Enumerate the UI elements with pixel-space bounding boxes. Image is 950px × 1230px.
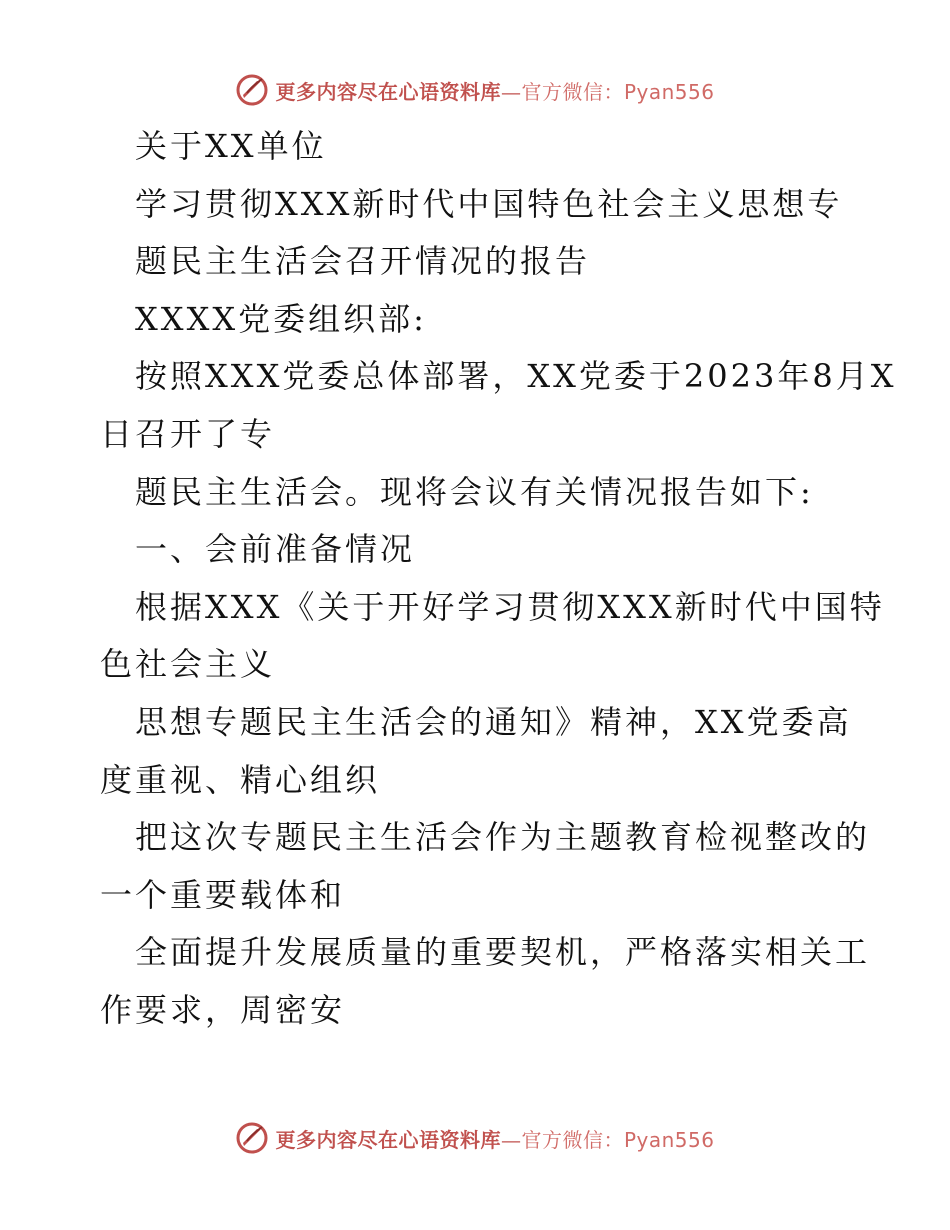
- document-line: 题民主生活会。现将会议有关情况报告如下:: [135, 472, 814, 511]
- document-line: 题民主生活会召开情况的报告: [135, 242, 591, 281]
- document-line: 一、会前准备情况: [135, 530, 416, 569]
- watermark-dash: —: [500, 1127, 522, 1152]
- watermark-brand: 更多内容尽在心语资料库: [275, 79, 501, 104]
- watermark-dash: —: [500, 79, 522, 104]
- document-line: 把这次专题民主生活会作为主题教育检视整改的: [135, 818, 871, 857]
- document-line: 关于XX单位: [135, 127, 327, 165]
- document-line: 思想专题民主生活会的通知》精神，XX党委高: [135, 702, 852, 741]
- watermark-contact: 官方微信：Pyan556: [521, 1127, 715, 1152]
- document-line: 一个重要载体和: [100, 875, 346, 914]
- document-line: 作要求，周密安: [100, 990, 346, 1029]
- document-line: XXXX党委组织部:: [135, 299, 427, 338]
- document-line: 学习贯彻XXX新时代中国特色社会主义思想专: [135, 184, 843, 223]
- document-line: 度重视、精心组织: [100, 760, 381, 799]
- document-line: 按照XXX党委总体部署，XX党委于2023年8月X: [135, 357, 897, 396]
- header-watermark: [0, 70, 950, 110]
- document-line: 根据XXX《关于开好学习贯彻XXX新时代中国特: [135, 587, 885, 626]
- watermark-contact: 官方微信：Pyan556: [521, 79, 715, 104]
- quill-logo-icon: [235, 73, 269, 107]
- quill-logo-icon: [235, 1121, 269, 1155]
- watermark-text: [275, 1124, 714, 1153]
- watermark-text: [275, 76, 714, 105]
- document-body: [0, 118, 950, 1040]
- document-line: 日召开了专: [100, 414, 276, 453]
- watermark-brand: 更多内容尽在心语资料库: [275, 1127, 501, 1152]
- document-line: 色社会主义: [100, 645, 276, 684]
- footer-watermark: [0, 1118, 950, 1158]
- document-line: 全面提升发展质量的重要契机，严格落实相关工: [135, 933, 871, 972]
